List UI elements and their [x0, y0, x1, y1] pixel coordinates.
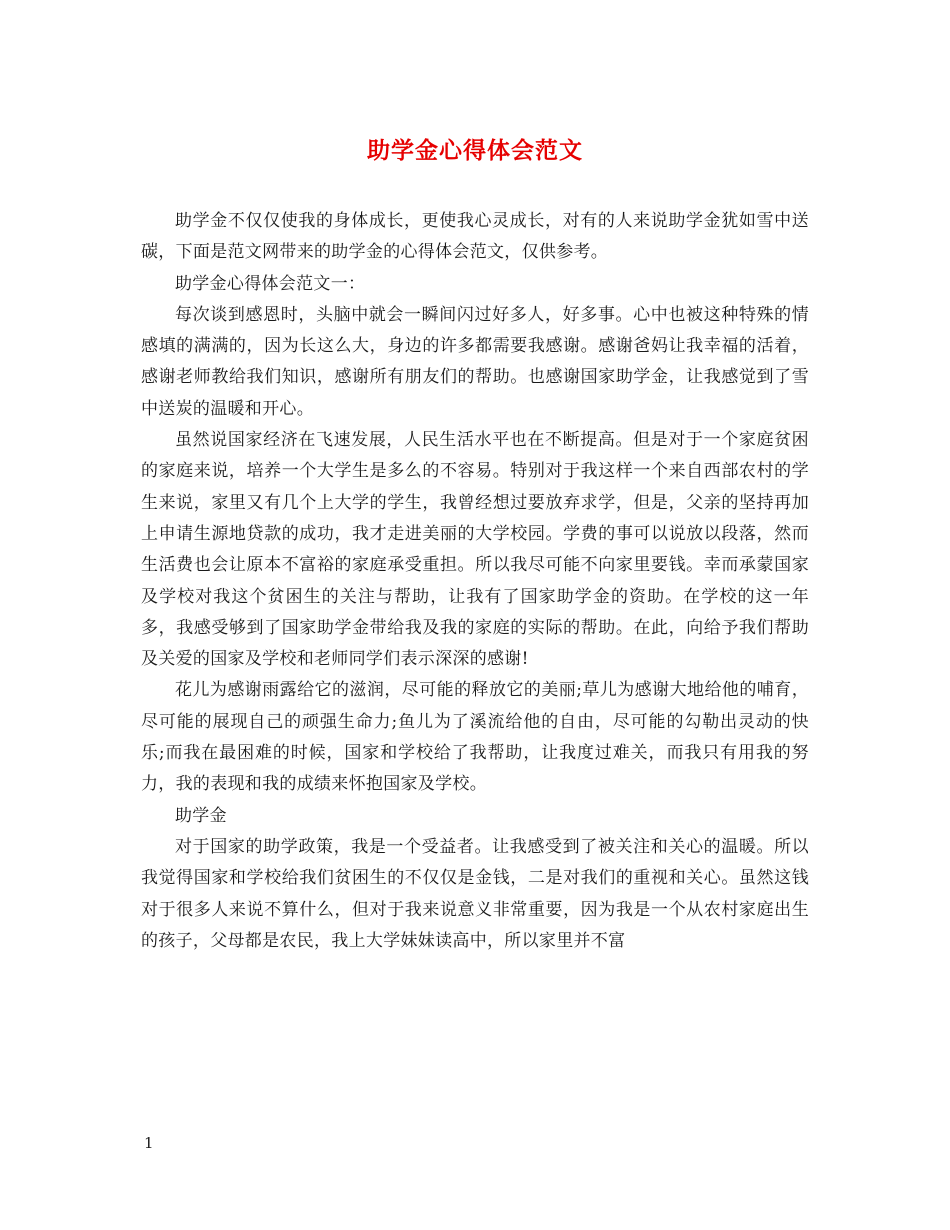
page-number: 1: [144, 1134, 154, 1152]
paragraph-intro: 助学金不仅仅使我的身体成长，更使我心灵成长，对有的人来说助学金犹如雪中送碳，下面是范文网带来的助学金的心得体会范文，仅供参考。: [141, 211, 809, 263]
section-heading-grant: 助学金: [175, 805, 227, 826]
document-body: [141, 206, 809, 957]
paragraph-metaphor: 花儿为感谢雨露给它的滋润，尽可能的释放它的美丽;草儿为感谢大地给他的哺育，尽可能的展现自己的顽强生命力;鱼儿为了溪流给他的自由，尽可能的勾勒出灵动的快乐;而我在最困难的时候，国家和学校给了我帮助，让我度过难关，而我只有用我的努力，我的表现和我的成绩来怀抱国家及学校。: [141, 680, 809, 795]
paragraph-beneficiary: 对于国家的助学政策，我是一个受益者。让我感受到了被关注和关心的温暖。所以我觉得国家和学校给我们贫困生的不仅仅是金钱，二是对我们的重视和关心。虽然这钱对于很多人来说不算什么，但对于我来说意义非常重要，因为我是一个从农村家庭出生的孩子，父母都是农民，我上大学妹妹读高中，所以家里并不富: [141, 836, 809, 951]
document-title: 助学金心得体会范文: [367, 138, 583, 164]
paragraph-family-hardship: 虽然说国家经济在飞速发展，人民生活水平也在不断提高。但是对于一个家庭贫困的家庭来说，培养一个大学生是多么的不容易。特别对于我这样一个来自西部农村的学生来说，家里又有几个上大学的学生，我曾经想过要放弃求学，但是，父亲的坚持再加上申请生源地贷款的成功，我才走进美丽的大学校园。学费的事可以说放以段落，然而生活费也会让原本不富裕的家庭承受重担。所以我尽可能不向家里要钱。幸而承蒙国家及学校对我这个贫困生的关注与帮助，让我有了国家助学金的资助。在学校的这一年多，我感受够到了国家助学金带给我及我的家庭的实际的帮助。在此，向给予我们帮助及关爱的国家及学校和老师同学们表示深深的感谢!: [141, 430, 809, 670]
section-heading-essay-one: 助学金心得体会范文一：: [175, 273, 366, 294]
paragraph-gratitude: 每次谈到感恩时，头脑中就会一瞬间闪过好多人，好多事。心中也被这种特殊的情感填的满满的，因为长这么大，身边的许多都需要我感谢。感谢爸妈让我幸福的活着，感谢老师教给我们知识，感谢所有朋友们的帮助。也感谢国家助学金，让我感觉到了雪中送炭的温暖和开心。: [141, 304, 809, 419]
